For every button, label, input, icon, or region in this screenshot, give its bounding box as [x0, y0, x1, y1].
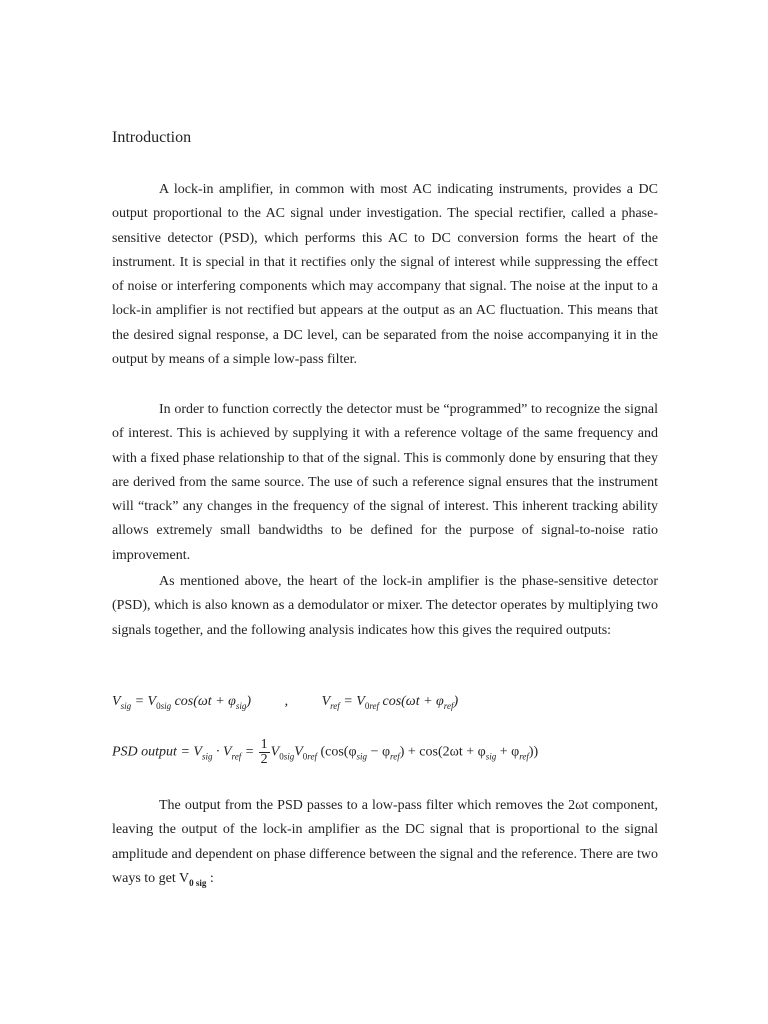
- psd-part2-sub2: ref: [519, 751, 529, 762]
- psd-part2-mid: + φ: [496, 744, 520, 760]
- psd-part1-mid: − φ: [367, 744, 391, 760]
- vref-zero: 0: [364, 700, 370, 711]
- vsig-phi-sub: sig: [235, 700, 247, 711]
- vref-close: ): [453, 694, 459, 709]
- vsig-eq: = V: [131, 694, 157, 709]
- paragraph-4-text: The output from the PSD passes to a low-pass filter which removes the 2ωt component, leaving the output of the lock-in amplifier as the DC signal that is proportional to the signal amplitude and dependent on phase difference between the signal and the reference. There are two ways to get V: [112, 798, 658, 886]
- psd-v1-sub: sig: [201, 751, 213, 762]
- paragraph-2: In order to function correctly the detector must be “programmed” to recognize the signal of interest. This is achieved by supplying it with a reference voltage of the same frequency and with a fixed phase relationship to that of the signal. This is commonly done by ensuring that they are derived from the same source. The use of such a reference signal ensures that the instrument will “track” any changes in the frequency of the signal of interest. This inherent tracking ability allows extremely small bandwidths to be defined for the purpose of signal-to-noise ratio improvement.: [112, 402, 658, 563]
- psd-term2-sub: ref: [307, 751, 317, 762]
- equation-signals: [112, 694, 458, 711]
- psd-term1-zero: 0: [279, 751, 284, 762]
- psd-term1-sub: sig: [283, 751, 295, 762]
- vsig-zero: 0: [156, 700, 161, 711]
- psd-part1: (cos(φ: [316, 744, 357, 760]
- psd-eq: =: [241, 744, 258, 760]
- fraction-denominator: 2: [260, 752, 268, 767]
- vsig-cos: cos(ωt + φ: [171, 694, 236, 709]
- v0sig-sub: 0 sig: [189, 877, 207, 888]
- psd-part2-close: )): [528, 744, 539, 760]
- paragraph-1: A lock-in amplifier, in common with most AC indicating instruments, provides a DC output proportional to the AC signal under investigation. The special rectifier, called a phase-sensitive detector (PSD), which performs this AC to DC conversion forms the heart of the instrument. It is special in that it rectifies only the signal of interest while suppressing the effect of noise or interfering components which may accompany that signal. The noise at the input to a lock-in amplifier is not rectified but appears at the output as an AC fluctuation. This means that the desired signal response, a DC level, can be separated from the noise accompanying it in the output by means of a simple low-pass filter.: [112, 182, 658, 368]
- psd-part2-sub: sig: [485, 751, 497, 762]
- equation-psd-output: [112, 738, 538, 767]
- psd-part1-sub2: ref: [390, 751, 400, 762]
- vsig-lhs: V: [112, 694, 121, 709]
- psd-term2-zero: 0: [302, 751, 308, 762]
- psd-dot: · V: [212, 744, 232, 760]
- fraction-numerator: 1: [260, 737, 268, 752]
- section-heading: Introduction: [112, 129, 192, 146]
- vsig-lhs-sub: sig: [120, 700, 132, 711]
- vref-lhs: V: [321, 694, 331, 709]
- psd-part1-sub: sig: [356, 751, 368, 762]
- vref-amp-sub: ref: [369, 700, 379, 711]
- paragraph-3: As mentioned above, the heart of the lock-in amplifier is the phase-sensitive detector (PSD), which is also known as a demodulator or mixer. The detector operates by multiplying two signals together, and the following analysis indicates how this gives the required outputs:: [112, 574, 658, 638]
- psd-part1-close: ) + cos(2ωt + φ: [399, 744, 486, 760]
- paragraph-4-tail: :: [206, 870, 214, 886]
- psd-lhs: PSD output = V: [112, 744, 202, 760]
- vref-eq: = V: [339, 694, 365, 709]
- psd-term1: V: [270, 744, 280, 760]
- vsig-close: ): [246, 694, 252, 709]
- one-half-fraction: [259, 738, 270, 767]
- vsig-amp-sub: sig: [160, 700, 172, 711]
- vref-lhs-sub: ref: [330, 700, 340, 711]
- vref-cos: cos(ωt + φ: [378, 694, 444, 709]
- equation-separator: ,: [284, 694, 289, 709]
- psd-term2: V: [294, 744, 303, 760]
- paragraph-4: [112, 794, 658, 895]
- psd-v2-sub: ref: [231, 751, 242, 762]
- vref-phi-sub: ref: [443, 700, 454, 711]
